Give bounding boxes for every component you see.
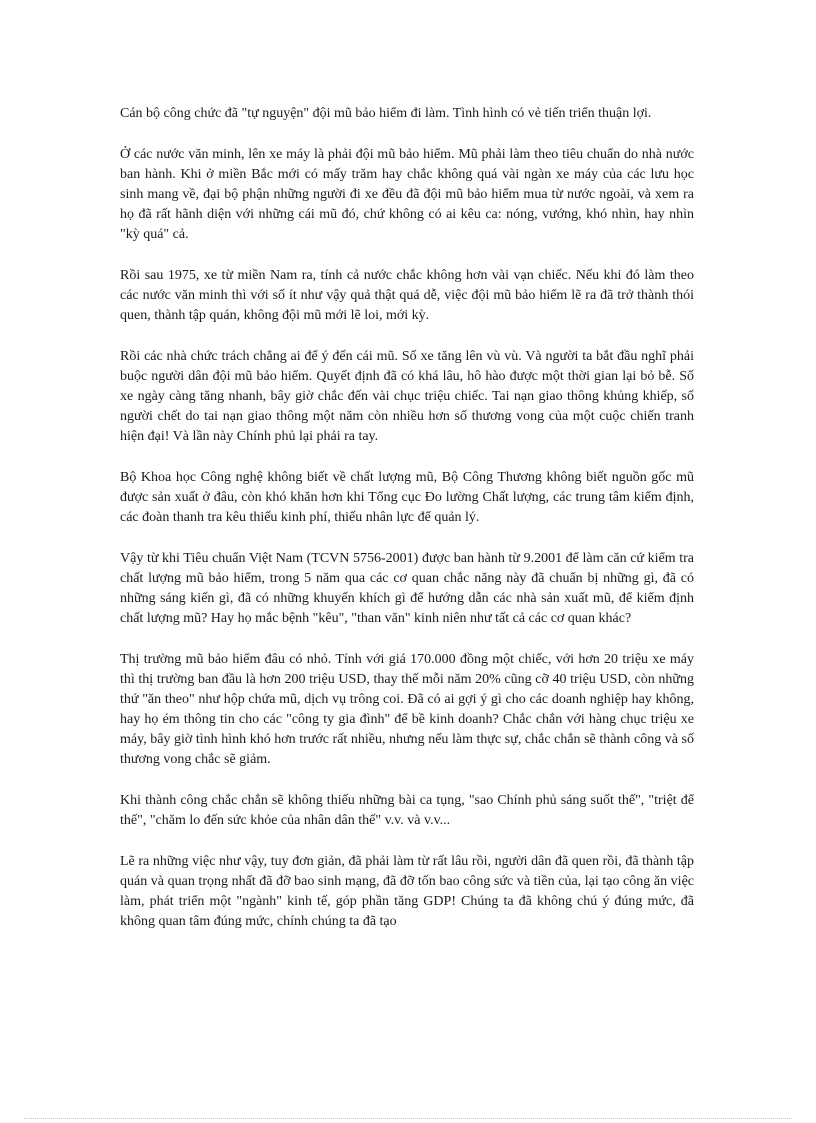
- page-bottom-divider: [24, 1118, 792, 1119]
- paragraph-5: Bộ Khoa học Công nghệ không biết về chất lượng mũ, Bộ Công Thương không biết nguồn gốc mũ được sản xuất ở đâu, còn khó khăn hơn khi Tổng cục Đo lường Chất lượng, các trung tâm kiểm định, các đoàn thanh tra kêu thiếu kinh phí, thiếu nhân lực để quản lý.: [120, 470, 694, 525]
- paragraph-9: Lẽ ra những việc như vậy, tuy đơn giản, đã phải làm từ rất lâu rồi, người dân đã quen rồi, đã thành tập quán và quan trọng nhất đã đỡ bao sinh mạng, đã đỡ tốn bao công sức và tiền của, lại tạo công ăn việc làm, phát triển một "ngành" kinh tế, góp phần tăng GDP! Chúng ta đã không chú ý đúng mức, đã không quan tâm đúng mức, chính chúng ta đã tạo: [120, 854, 694, 929]
- document-body: [120, 104, 694, 953]
- paragraph-1: Cán bộ công chức đã "tự nguyện" đội mũ bảo hiểm đi làm. Tình hình có vẻ tiến triển thuận lợi.: [120, 106, 652, 121]
- paragraph-2: Ở các nước văn minh, lên xe máy là phải đội mũ bảo hiểm. Mũ phải làm theo tiêu chuẩn do nhà nước ban hành. Khi ở miền Bắc mới có mấy trăm hay chắc không quá vài ngàn xe máy của các lưu học sinh mang về, đại bộ phận những người đi xe đều đã đội mũ bảo hiểm mua từ nước ngoài, và xem ra họ đã rất hãnh diện với những cái mũ đó, chứ không có ai kêu ca: nóng, vướng, khó nhìn, hay nhìn "kỳ quá" cả.: [120, 147, 694, 242]
- paragraph-4: Rồi các nhà chức trách chẳng ai để ý đến cái mũ. Số xe tăng lên vù vù. Và người ta bắt đầu nghĩ phải buộc người dân đội mũ bảo hiểm. Quyết định đã có khá lâu, hô hào được một thời gian lại bỏ bễ. Số xe ngày càng tăng nhanh, bây giờ chắc đến vài chục triệu chiếc. Tai nạn giao thông khủng khiếp, số người chết do tai nạn giao thông một năm còn nhiều hơn số thương vong của một cuộc chiến tranh hiện đại! Và lần này Chính phủ lại phải ra tay.: [120, 349, 694, 444]
- paragraph-3: Rồi sau 1975, xe từ miền Nam ra, tính cả nước chắc không hơn vài vạn chiếc. Nếu khi đó làm theo các nước văn minh thì với số ít như vậy quả thật quá dễ, việc đội mũ bảo hiểm lẽ ra đã trở thành thói quen, thành tập quán, không đội mũ mới lẽ loi, mới kỳ.: [120, 268, 694, 323]
- paragraph-6: Vậy từ khi Tiêu chuẩn Việt Nam (TCVN 5756-2001) được ban hành từ 9.2001 để làm căn cứ kiểm tra chất lượng mũ bảo hiểm, trong 5 năm qua các cơ quan chắc năng này đã chuẩn bị những gì, đã có những sáng kiến gì, đã có những khuyến khích gì để hướng dẫn các nhà sản xuất mũ, để kiểm định chất lượng mũ? Hay họ mắc bệnh "kêu", "than văn" kinh niên như tất cả các cơ quan khác?: [120, 551, 694, 626]
- paragraph-8: Khi thành công chắc chắn sẽ không thiếu những bài ca tụng, "sao Chính phủ sáng suốt thế", "triệt để thế", "chăm lo đến sức khỏe của nhân dân thế" v.v. và v.v...: [120, 793, 694, 828]
- paragraph-7: Thị trường mũ bảo hiểm đâu có nhỏ. Tính với giá 170.000 đồng một chiếc, với hơn 20 triệu xe máy thì thị trường ban đầu là hơn 200 triệu USD, thay thế mỗi năm 20% cũng cỡ 40 triệu USD, còn những thứ "ăn theo" như hộp chứa mũ, dịch vụ trông coi. Đã có ai gợi ý gì cho các doanh nghiệp hay không, hay họ ém thông tin cho các "công ty gia đình" để bề kinh doanh? Chắc chắn với hàng chục triệu xe máy, bây giờ tình hình khó hơn trước rất nhiều, nhưng nếu làm thực sự, chắc chắn sẽ thành công và số thương vong chắc sẽ giảm.: [120, 652, 694, 767]
